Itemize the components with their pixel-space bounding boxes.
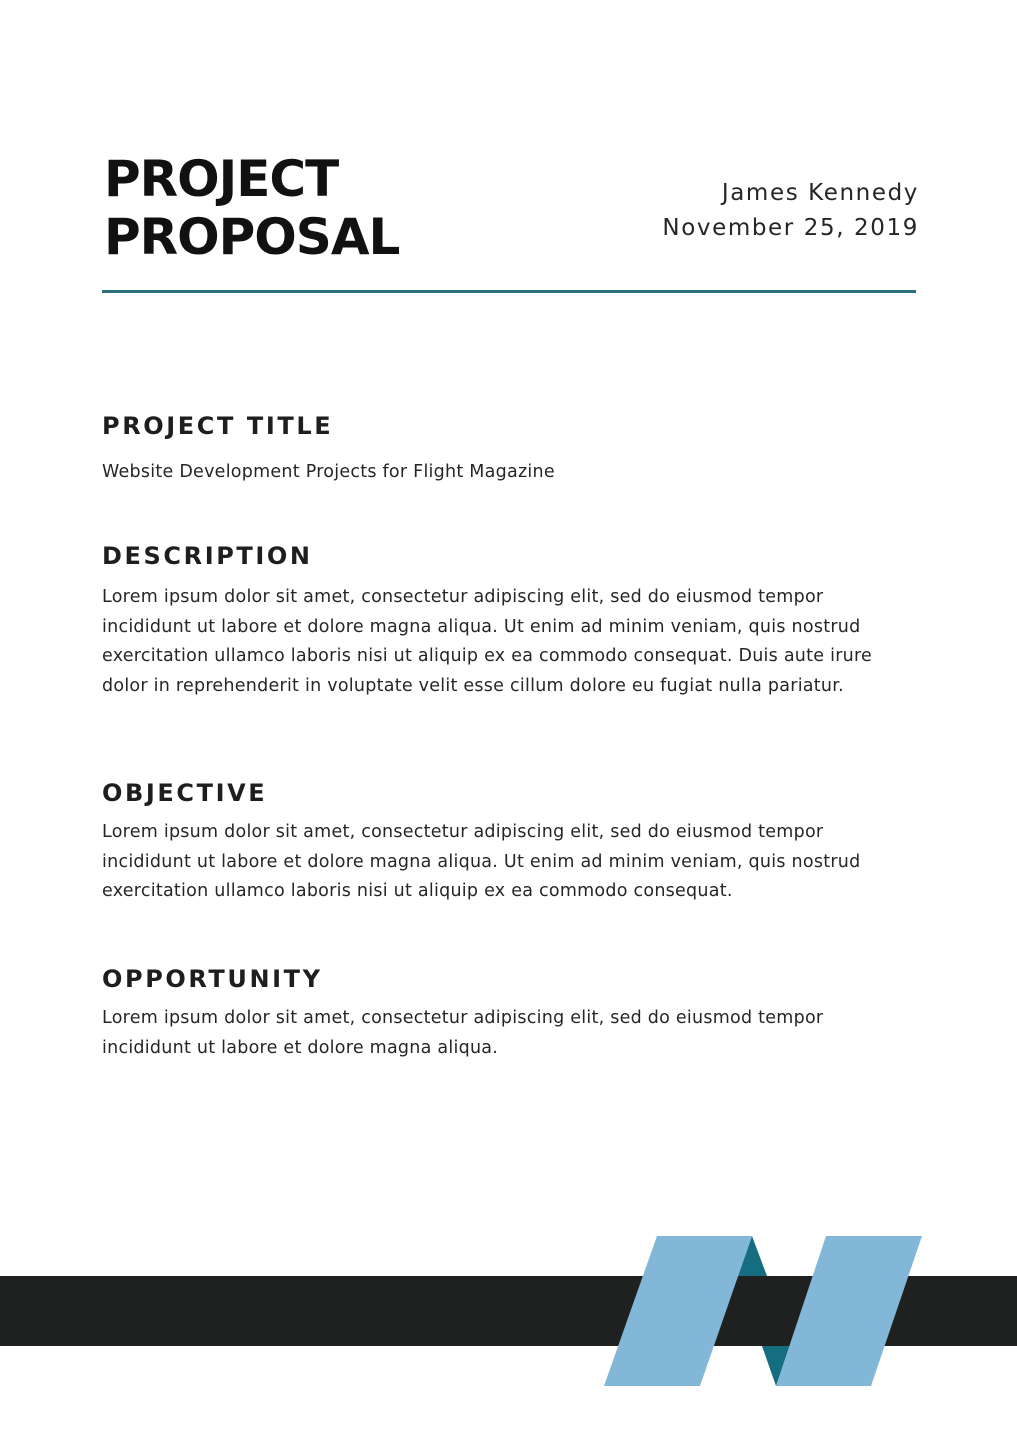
document-title-line-2: PROPOSAL [104, 208, 400, 266]
document-title-line-1: PROJECT [104, 150, 339, 208]
section-description [102, 541, 902, 701]
section-heading: PROJECT TITLE [102, 412, 334, 440]
document-title [104, 150, 399, 266]
author-name: James Kennedy [721, 180, 919, 206]
section-heading: OBJECTIVE [102, 779, 268, 807]
document-date: November 25, 2019 [662, 215, 919, 241]
section-project-title [102, 411, 902, 488]
section-objective [102, 778, 902, 907]
section-opportunity [102, 964, 902, 1063]
section-heading: DESCRIPTION [102, 542, 313, 570]
document-meta [662, 176, 919, 246]
section-body: Lorem ipsum dolor sit amet, consectetur adipiscing elit, sed do eiusmod tempor incididunt ut labore et dolore magna aliqua. [102, 1008, 824, 1058]
section-body: Website Development Projects for Flight Magazine [102, 462, 555, 482]
section-body: Lorem ipsum dolor sit amet, consectetur adipiscing elit, sed do eiusmod tempor incididunt ut labore et dolore magna aliqua. Ut enim ad minim veniam, quis nostrud exercitation ullamco laboris nisi ut aliquip ex ea commodo consequat. Duis aute irure dolor in reprehenderit in voluptate velit esse cillum dolore eu fugiat nulla pariatur. [102, 587, 873, 696]
section-heading: OPPORTUNITY [102, 965, 323, 993]
header-divider [102, 290, 916, 293]
section-body: Lorem ipsum dolor sit amet, consectetur adipiscing elit, sed do eiusmod tempor incididunt ut labore et dolore magna aliqua. Ut enim ad minim veniam, quis nostrud exercitation ullamco laboris nisi ut aliquip ex ea commodo consequat. [102, 822, 861, 902]
footer-decoration [0, 1236, 1017, 1388]
